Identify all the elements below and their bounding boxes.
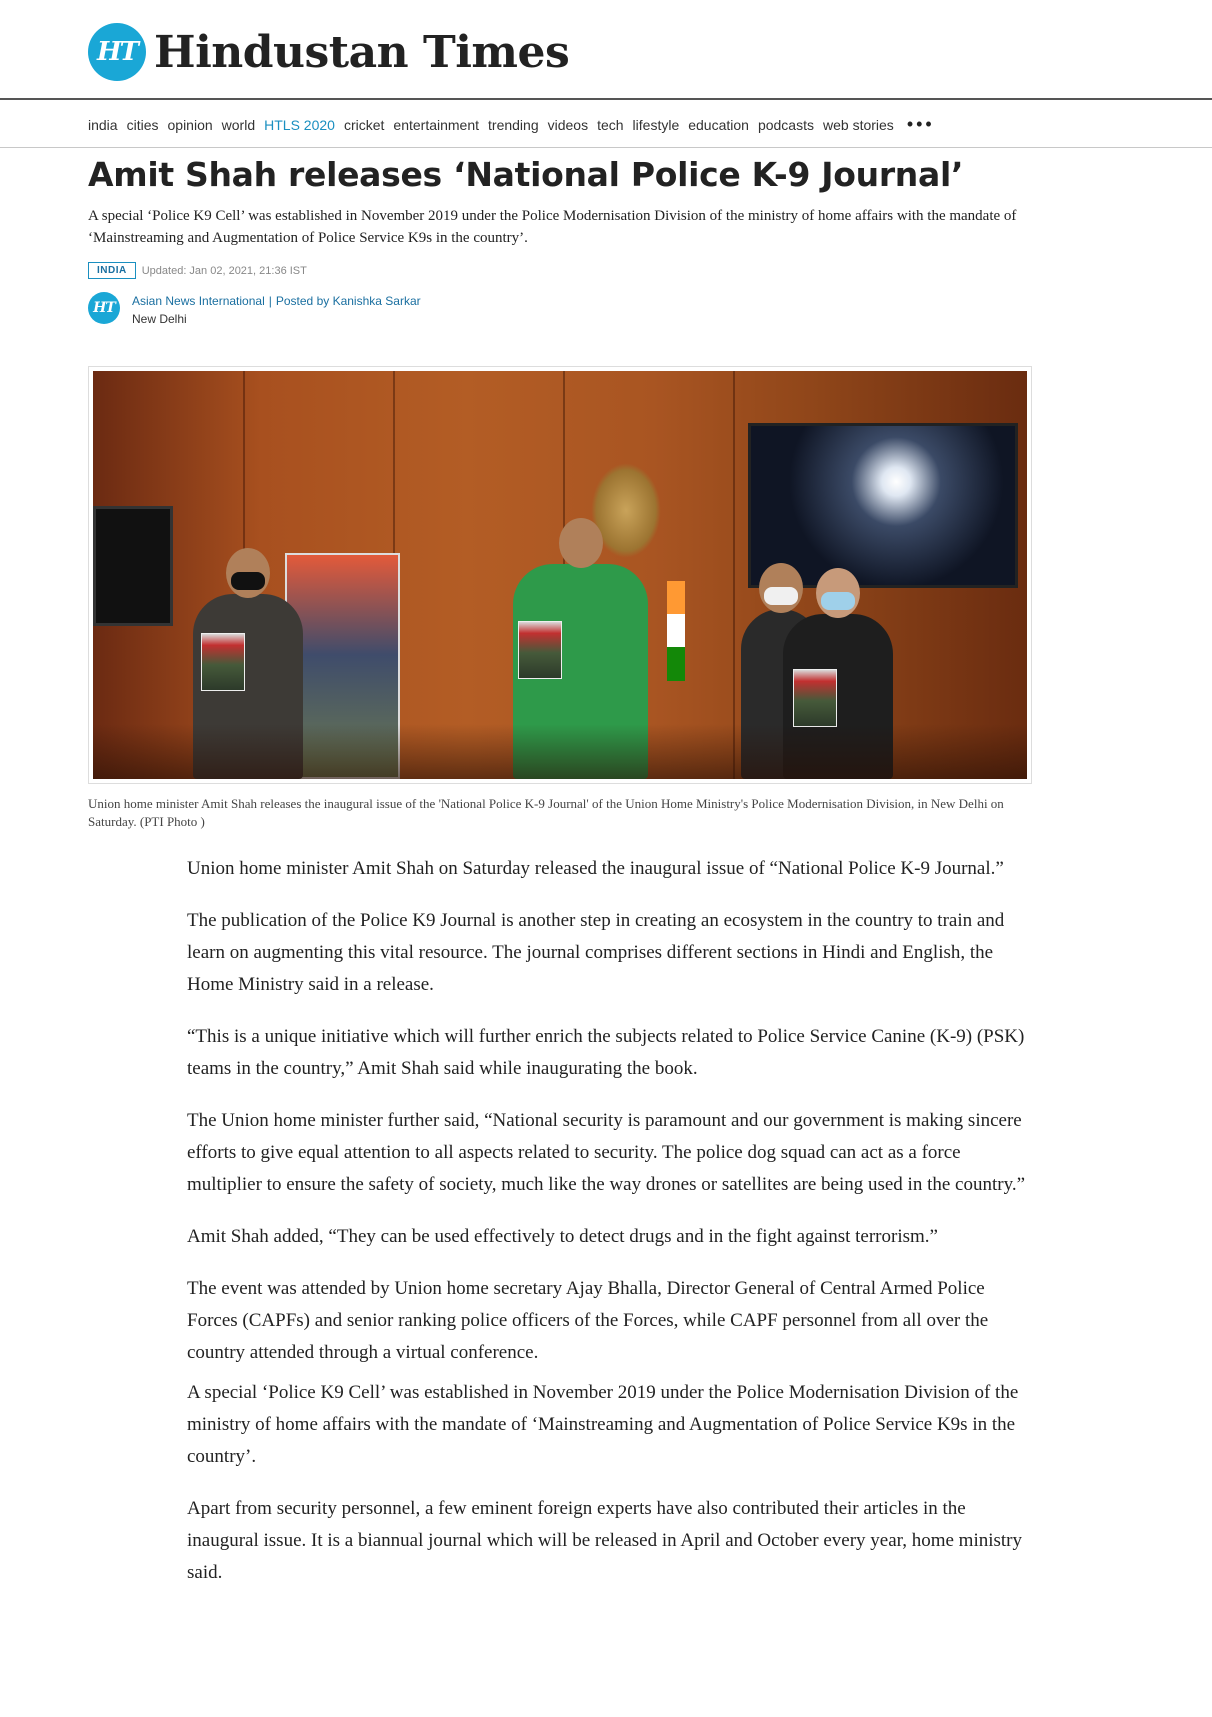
nav-item-htls-2020[interactable]: HTLS 2020 <box>264 117 335 133</box>
face-mask <box>231 572 265 590</box>
nav-item-india[interactable]: india <box>88 117 118 133</box>
nav-item-videos[interactable]: videos <box>547 117 589 133</box>
byline-author[interactable]: Posted by Kanishka Sarkar <box>275 294 421 308</box>
hero-photo <box>93 371 1027 779</box>
byline-separator: | <box>268 294 272 308</box>
nav-item-world[interactable]: world <box>221 117 256 133</box>
face-mask <box>821 592 855 610</box>
ellipsis-icon[interactable]: ••• <box>906 114 935 134</box>
byline-source[interactable]: Asian News International <box>132 294 265 308</box>
journal-copy <box>201 633 245 691</box>
nav-item-education[interactable]: education <box>688 117 749 133</box>
wall-panel-line <box>733 371 735 779</box>
journal-copy <box>518 621 562 679</box>
nav-item-trending[interactable]: trending <box>488 117 539 133</box>
ht-author-icon: HT <box>88 292 120 324</box>
section-badge[interactable]: INDIA <box>88 262 136 279</box>
article-body <box>187 853 1037 1609</box>
byline-location: New Delhi <box>132 312 187 326</box>
article-meta <box>88 262 307 279</box>
article-summary: A special ‘Police K9 Cell’ was established in November 2019 under the Police Modernisation Division of the ministry of home affairs with the mandate of ‘Mainstreaming and Augmentation of Police Service K9s in the country’. <box>88 208 1017 246</box>
article-headline: Amit Shah releases ‘National Police K-9 Journal’ <box>88 155 964 194</box>
byline-text <box>132 292 421 328</box>
updated-timestamp: Updated: Jan 02, 2021, 21:36 IST <box>141 264 307 277</box>
article-paragraph: A special ‘Police K9 Cell’ was established in November 2019 under the Police Modernisation Division of the ministry of home affairs with the mandate of ‘Mainstreaming and Augmentation of Police Service K9s in the country’. <box>187 1382 1019 1467</box>
nav-item-opinion[interactable]: opinion <box>167 117 213 133</box>
nav-item-lifestyle[interactable]: lifestyle <box>632 117 680 133</box>
nav-item-cricket[interactable]: cricket <box>343 117 385 133</box>
nav-item-entertainment[interactable]: entertainment <box>393 117 480 133</box>
right-screen <box>748 423 1018 588</box>
article-paragraph: The event was attended by Union home secretary Ajay Bhalla, Director General of Central Armed Police Forces (CAPFs) and senior ranking police officers of the Forces, while CAPF personnel from all over the country attended through a virtual conference. <box>187 1278 989 1363</box>
brand-name: Hindustan Times <box>154 26 570 78</box>
photo-floor-shade <box>93 724 1027 779</box>
article-paragraph: The Union home minister further said, “National security is paramount and our government is making sincere efforts to give equal attention to all aspects related to security. The police dog squad can act as a force multiplier to ensure the safety of society, much like the way drones or satellites are being used in the country.” <box>187 1110 1026 1195</box>
hero-figure <box>88 366 1032 784</box>
journal-copy <box>793 669 837 727</box>
byline <box>88 292 421 328</box>
article-paragraph: Union home minister Amit Shah on Saturday released the inaugural issue of “National Police K-9 Journal.” <box>187 858 1004 879</box>
image-caption: Union home minister Amit Shah releases the inaugural issue of the 'National Police K-9 Journal' of the Union Home Ministry's Police Modernisation Division, in New Delhi on Saturday. (PTI Photo ) <box>88 796 1004 829</box>
nav-list <box>88 114 935 134</box>
ht-logo-icon: HT <box>88 23 146 81</box>
nav-item-web-stories[interactable]: web stories <box>823 117 894 133</box>
left-screen <box>93 506 173 626</box>
article-paragraph: Apart from security personnel, a few eminent foreign experts have also contributed their articles in the inaugural issue. It is a biannual journal which will be released in April and October every year, home ministry said. <box>187 1498 1022 1583</box>
person-head <box>559 518 603 568</box>
masthead <box>0 0 1212 100</box>
article-paragraph: The publication of the Police K9 Journal is another step in creating an ecosystem in the country to train and learn on augmenting this vital resource. The journal comprises different sections in Hindi and English, the Home Ministry said in a release. <box>187 910 1005 995</box>
nav-item-podcasts[interactable]: podcasts <box>757 117 814 133</box>
article-paragraph: Amit Shah added, “They can be used effectively to detect drugs and in the fight against terrorism.” <box>187 1226 938 1247</box>
nav-item-cities[interactable]: cities <box>126 117 159 133</box>
nav-item-tech[interactable]: tech <box>597 117 624 133</box>
face-mask <box>764 587 798 605</box>
main-navigation <box>0 102 1212 148</box>
site-logo[interactable] <box>88 23 569 81</box>
article-paragraph: “This is a unique initiative which will further enrich the subjects related to Police Service Canine (K-9) (PSK) teams in the country,” Amit Shah said while inaugurating the book. <box>187 1026 1025 1079</box>
